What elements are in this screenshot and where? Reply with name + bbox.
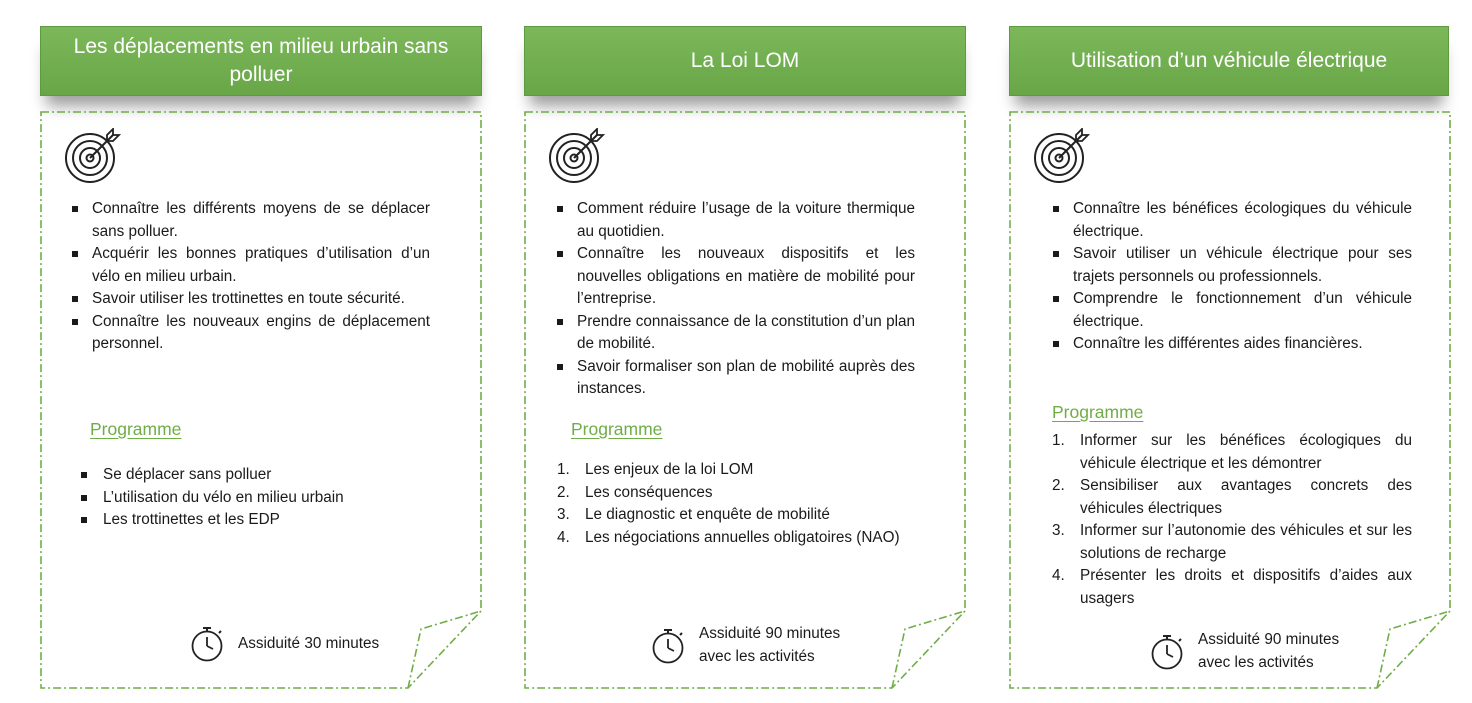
programme-item: 3. Le diagnostic et enquête de mobilité: [557, 506, 830, 523]
card-3-objectives: [1051, 198, 1412, 356]
programme-item: 3. Informer sur l’autonomie des véhicules et sur les solutions de recharge: [1052, 522, 1412, 562]
target-arrow-icon: [549, 128, 605, 184]
stopwatch-icon: [1150, 633, 1184, 671]
programme-item: 2. Sensibiliser aux avantages concrets des véhicules électriques: [1052, 477, 1412, 517]
objective-item: Savoir utiliser un véhicule électrique pour ses trajets personnels ou professionnels.: [1051, 243, 1412, 288]
card-3-programme: [1052, 430, 1412, 610]
card-2-duration: [651, 623, 840, 668]
card-2-title: La Loi LOM: [690, 49, 800, 72]
objective-item: Connaître les bénéfices écologiques du véhicule électrique.: [1051, 198, 1412, 243]
card-1-title: Les déplacements en milieu urbain sans polluer: [73, 35, 449, 86]
programme-item: Les trottinettes et les EDP: [77, 509, 437, 532]
card-1: [40, 111, 482, 689]
programme-item: 4. Les négociations annuelles obligatoires (NAO): [557, 528, 900, 546]
objective-item: Connaître les différentes aides financières.: [1051, 333, 1412, 356]
stopwatch-icon: [651, 627, 685, 665]
card-2-programme-title: Programme: [571, 419, 663, 439]
objective-item: Prendre connaissance de la constitution d’un plan de mobilité.: [555, 311, 915, 356]
card-1-objectives: [70, 198, 430, 356]
objective-item: Acquérir les bonnes pratiques d’utilisation d’un vélo en milieu urbain.: [70, 243, 430, 288]
objective-item: Comment réduire l’usage de la voiture thermique au quotidien.: [555, 198, 915, 243]
duration-text: Assiduité 30 minutes: [238, 634, 380, 652]
programme-item: 1. Informer sur les bénéfices écologiques du véhicule électrique et les démontrer: [1052, 432, 1412, 472]
card-3-title: Utilisation d’un véhicule électrique: [1070, 49, 1388, 72]
programme-item: 2. Les conséquences: [557, 483, 713, 501]
card-1-programme-title: Programme: [90, 419, 182, 439]
card-3-duration: [1150, 629, 1339, 674]
objective-item: Savoir formaliser son plan de mobilité auprès des instances.: [555, 356, 915, 401]
card-3: [1009, 111, 1451, 689]
objective-item: Connaître les nouveaux engins de déplacement personnel.: [70, 311, 430, 356]
programme-item: 1. Les enjeux de la loi LOM: [557, 461, 754, 478]
programme-item: Se déplacer sans polluer: [77, 464, 437, 487]
card-2-header: [524, 26, 966, 96]
objective-item: Comprendre le fonctionnement d’un véhicule électrique.: [1051, 288, 1412, 333]
duration-text: Assiduité 90 minutes avec les activités: [1198, 631, 1340, 671]
programme-item: L’utilisation du vélo en milieu urbain: [77, 487, 437, 510]
stopwatch-icon: [190, 625, 224, 663]
card-2-programme: [557, 459, 916, 549]
objective-item: Savoir utiliser les trottinettes en toute sécurité.: [70, 288, 430, 311]
target-arrow-icon: [1034, 128, 1090, 184]
programme-item: 4. Présenter les droits et dispositifs d’aides aux usagers: [1052, 567, 1412, 607]
card-1-duration: [190, 625, 379, 663]
card-2-objectives: [555, 198, 915, 401]
duration-text: Assiduité 90 minutes avec les activités: [699, 625, 841, 665]
objective-item: Connaître les différents moyens de se déplacer sans polluer.: [70, 198, 430, 243]
card-2: [524, 111, 966, 689]
objective-item: Connaître les nouveaux dispositifs et les nouvelles obligations en matière de mobilité pour l’entreprise.: [555, 243, 915, 311]
card-3-programme-title: Programme: [1052, 402, 1144, 422]
card-1-programme: [77, 464, 437, 532]
target-arrow-icon: [65, 128, 121, 184]
card-3-header: [1009, 26, 1449, 96]
card-1-header: [40, 26, 482, 96]
